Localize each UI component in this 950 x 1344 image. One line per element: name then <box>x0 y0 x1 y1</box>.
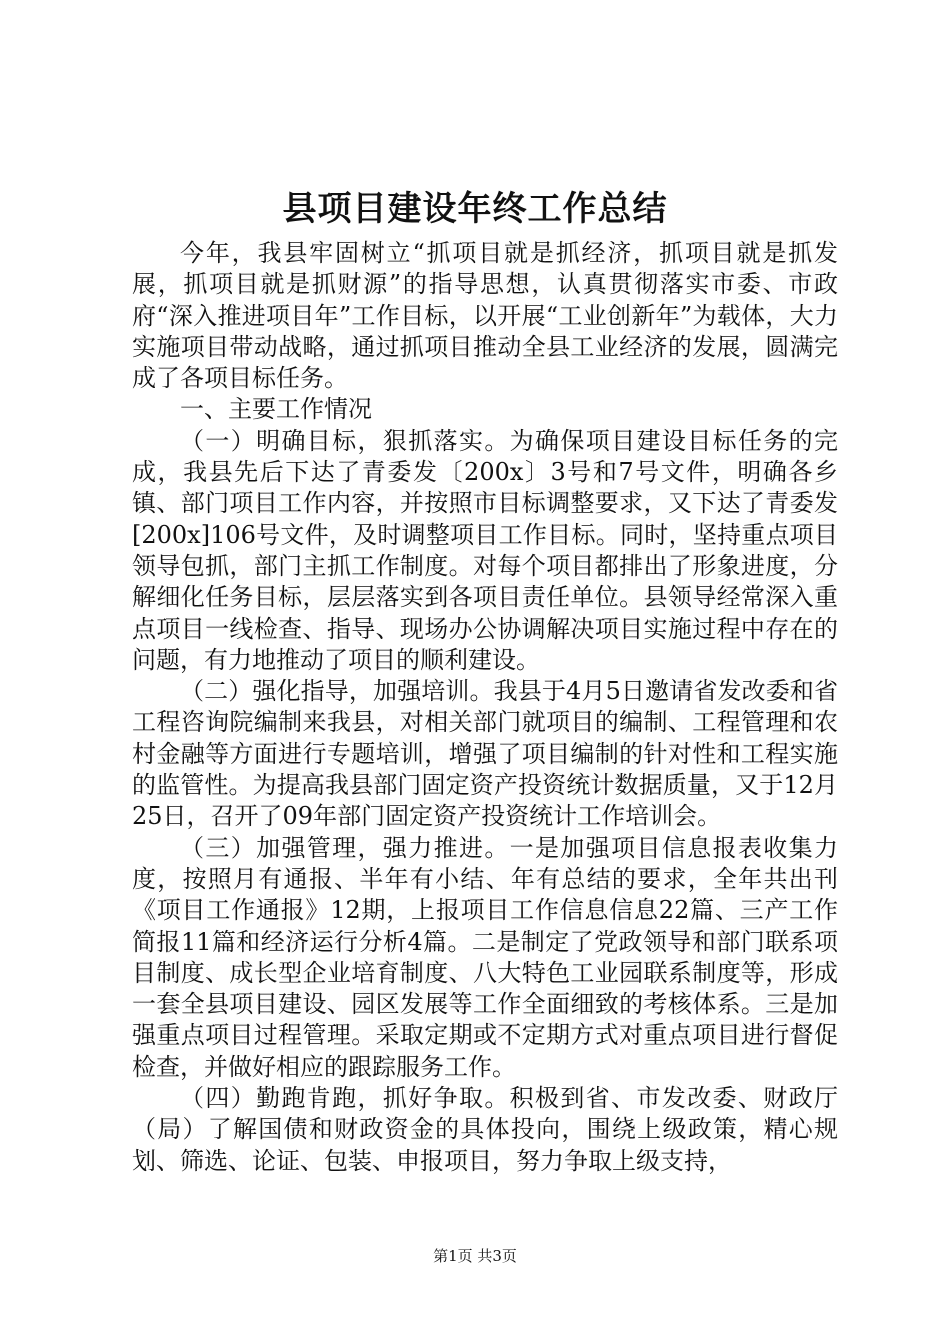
paragraph-section-1: （一）明确目标，狠抓落实。为确保项目建设目标任务的完成，我县先后下达了青委发〔200x〕3号和7号文件，明确各乡镇、部门项目工作内容，并按照市目标调整要求，又下达了青委发[200x]106号文件，及时调整项目工作目标。同时，坚持重点项目领导包抓，部门主抓工作制度。对每个项目都排出了形象进度，分解细化任务目标，层层落实到各项目责任单位。县领导经常深入重点项目一线检查、指导、现场办公协调解决项目实施过程中存在的问题，有力地推动了项目的顺利建设。 <box>132 426 838 674</box>
section-heading-main-work: 一、主要工作情况 <box>180 395 372 424</box>
page-footer: 第1页 共3页 <box>433 1247 517 1265</box>
paragraph-intro: 今年，我县牢固树立“抓项目就是抓经济，抓项目就是抓发展，抓项目就是抓财源”的指导思想，认真贯彻落实市委、市政府“深入推进项目年”工作目标，以开展“工业创新年”为载体，大力实施项目带动战略，通过抓项目推动全县工业经济的发展，圆满完成了各项目标任务。 <box>132 239 838 393</box>
document-body <box>132 238 838 1177</box>
paragraph-section-4: （四）勤跑肯跑，抓好争取。积极到省、市发改委、财政厅（局）了解国债和财政资金的具体投向，围绕上级政策，精心规划、筛选、论证、包装、申报项目，努力争取上级支持， <box>132 1084 838 1175</box>
paragraph-section-3: （三）加强管理，强力推进。一是加强项目信息报表收集力度，按照月有通报、半年有小结、年有总结的要求，全年共出刊《项目工作通报》12期，上报项目工作信息信息22篇、三产工作简报11篇和经济运行分析4篇。二是制定了党政领导和部门联系项目制度、成长型企业培育制度、八大特色工业园联系制度等，形成一套全县项目建设、园区发展等工作全面细致的考核体系。三是加强重点项目过程管理。采取定期或不定期方式对重点项目进行督促检查，并做好相应的跟踪服务工作。 <box>132 833 838 1081</box>
paragraph-section-2: （二）强化指导，加强培训。我县于4月5日邀请省发改委和省工程咨询院编制来我县，对相关部门就项目的编制、工程管理和农村金融等方面进行专题培训，增强了项目编制的针对性和工程实施的监管性。为提高我县部门固定资产投资统计数据质量，又于12月25日，召开了09年部门固定资产投资统计工作培训会。 <box>132 677 838 831</box>
document-title: 县项目建设年终工作总结 <box>282 189 668 229</box>
